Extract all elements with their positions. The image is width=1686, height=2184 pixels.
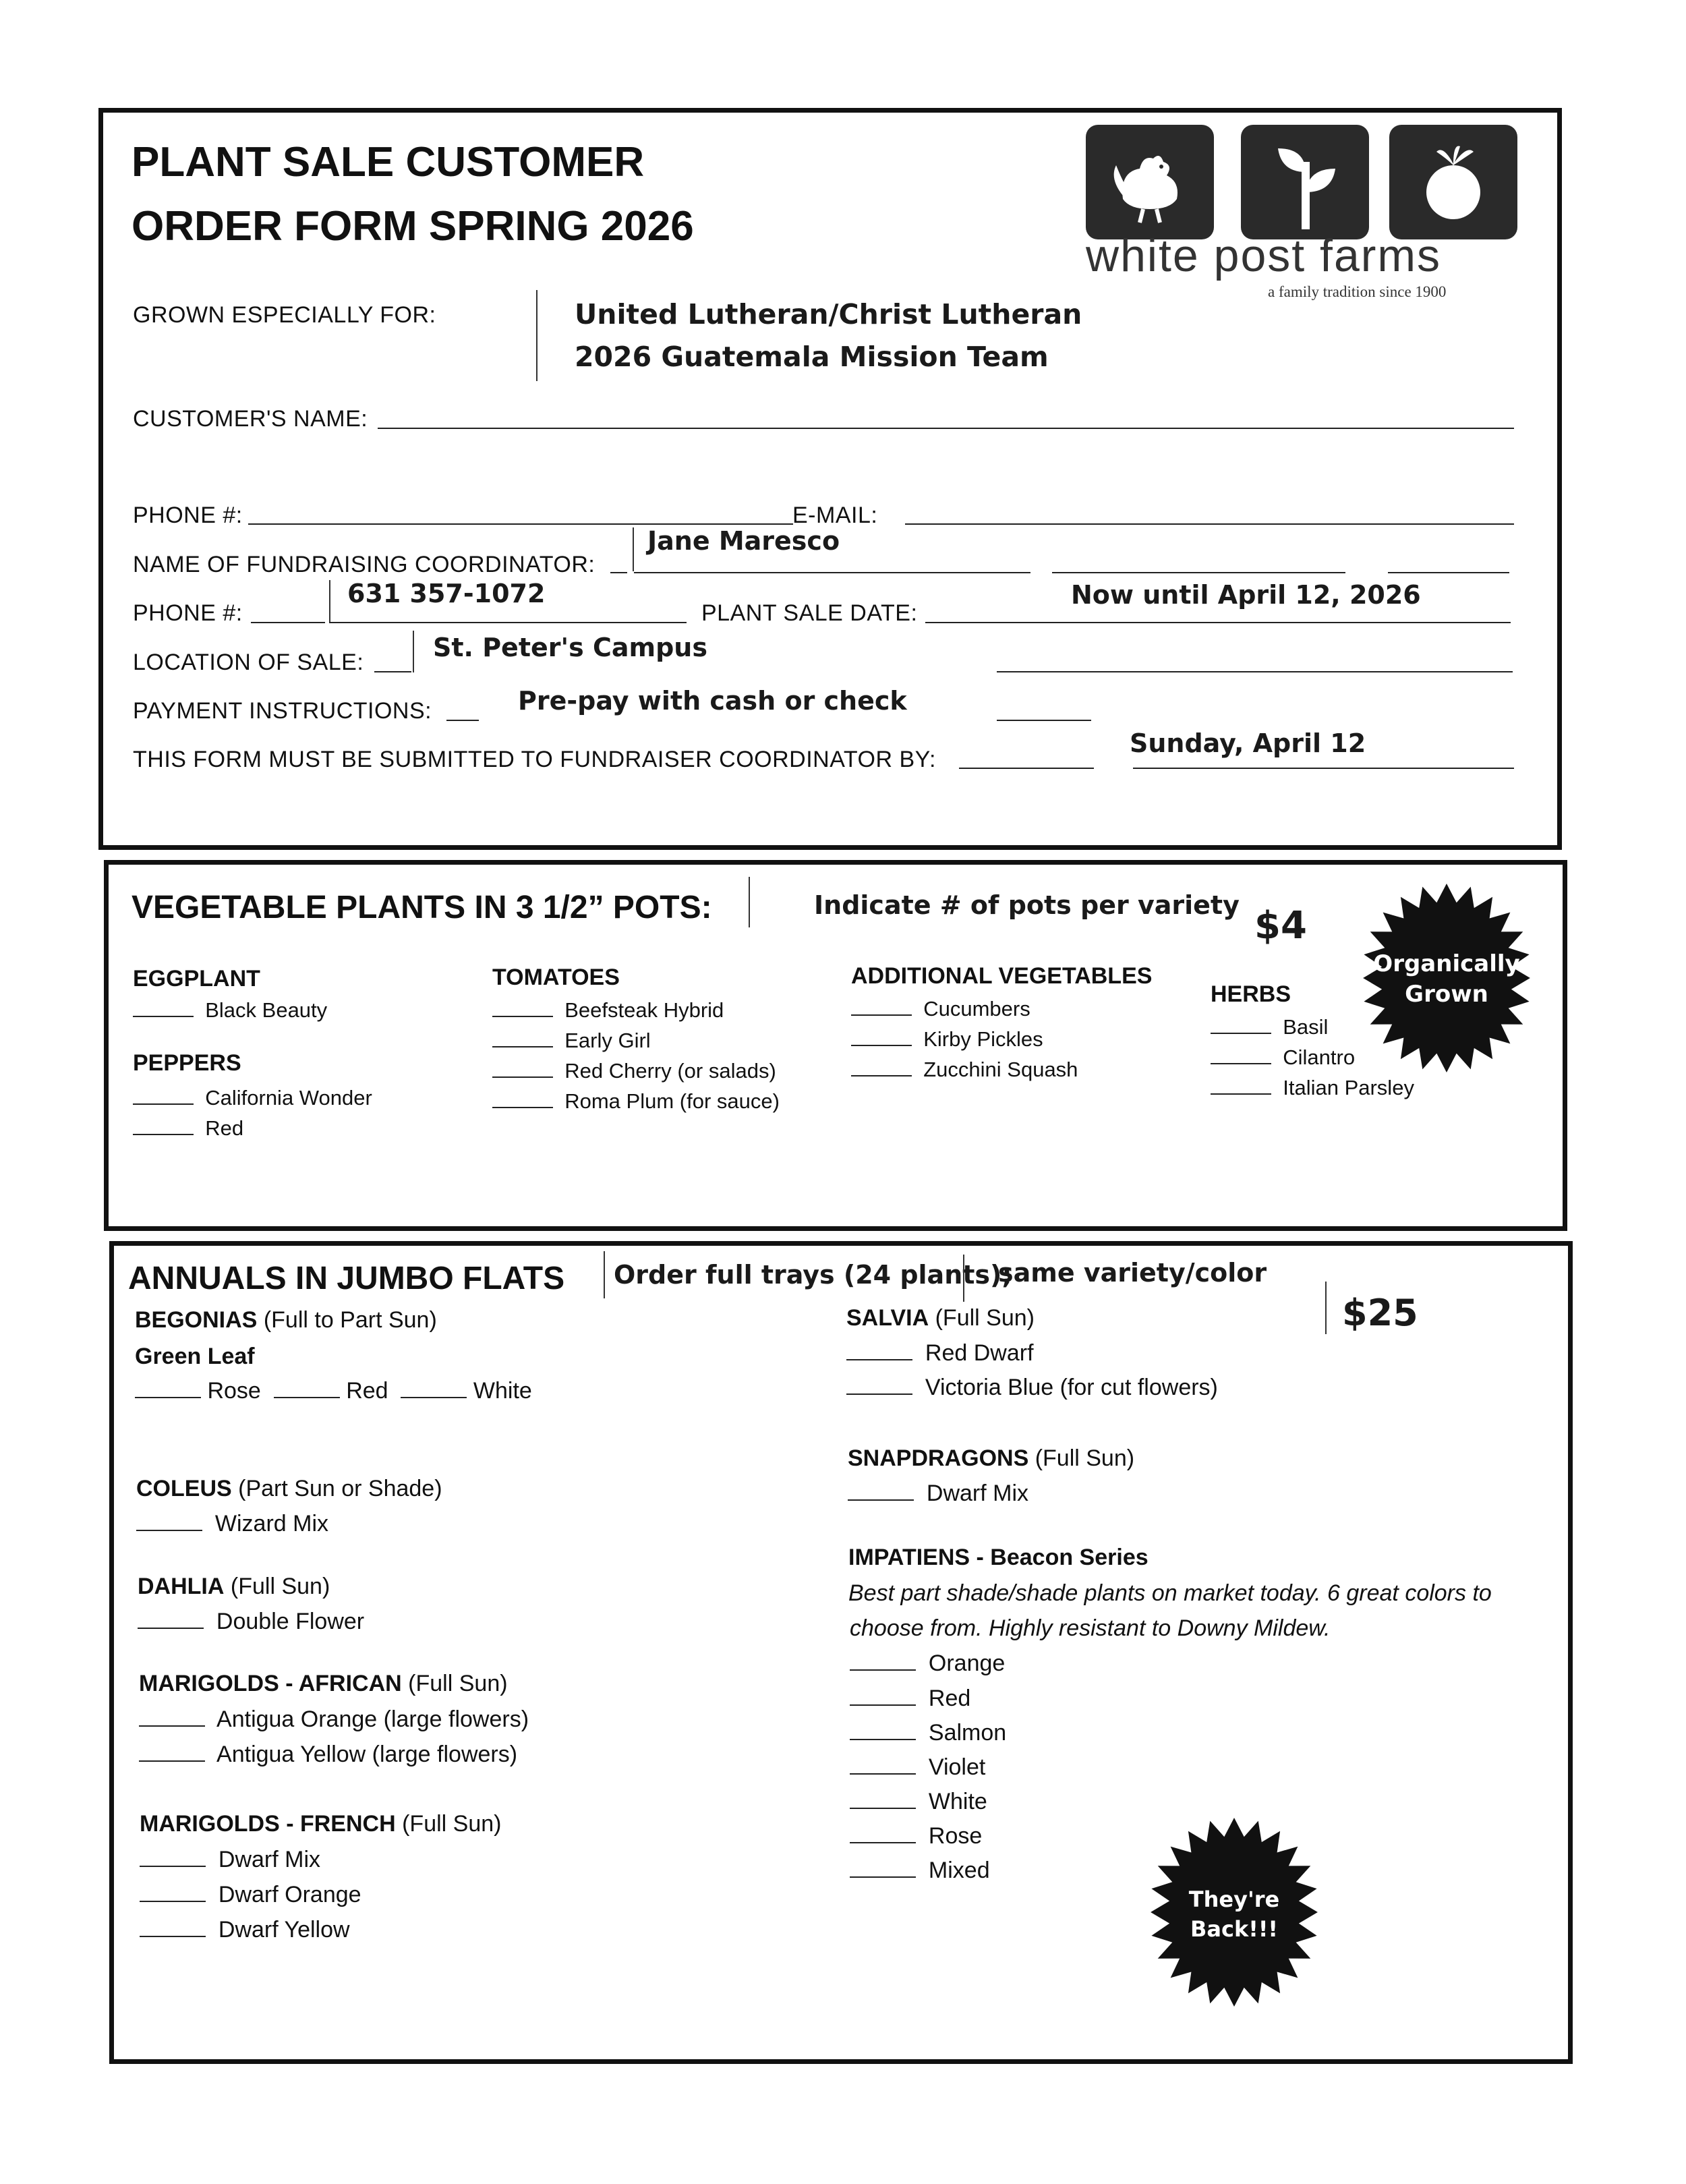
rooster-icon: [1086, 125, 1214, 239]
coordinator-line-c: [1388, 572, 1509, 573]
list-item: Cucumbers: [851, 997, 1030, 1021]
vegetable-title-divider: [749, 877, 750, 927]
list-item: Red: [133, 1116, 243, 1141]
email-field[interactable]: [905, 523, 1514, 525]
coord-phone-line: [329, 622, 687, 623]
payment-label: PAYMENT INSTRUCTIONS:: [133, 698, 432, 724]
qty-blank[interactable]: [846, 1359, 912, 1360]
list-item: Roma Plum (for sauce): [492, 1089, 780, 1114]
coord-phone-label: PHONE #:: [133, 600, 243, 626]
dahlia-title: DAHLIA (Full Sun): [138, 1574, 330, 1599]
coord-phone-value: 631 357-1072: [347, 579, 546, 608]
list-item: Mixed: [850, 1858, 990, 1884]
list-item: Orange: [850, 1650, 1005, 1677]
submit-by-label: THIS FORM MUST BE SUBMITTED TO FUNDRAISER COORDINATOR BY:: [133, 747, 936, 772]
grown-for-value-line2: 2026 Guatemala Mission Team: [575, 341, 1049, 373]
list-item: Dwarf Orange: [140, 1882, 361, 1908]
list-item: Antigua Orange (large flowers): [139, 1706, 529, 1733]
customer-name-label: CUSTOMER'S NAME:: [133, 406, 368, 432]
annuals-section-title: ANNUALS IN JUMBO FLATS: [128, 1261, 565, 1296]
vegetable-instruction: Indicate # of pots per variety: [814, 890, 1240, 920]
qty-blank[interactable]: [140, 1901, 206, 1902]
list-item: Violet: [850, 1754, 985, 1781]
grown-for-label: GROWN ESPECIALLY FOR:: [133, 302, 436, 328]
location-value: St. Peter's Campus: [433, 633, 707, 662]
theyre-back-badge: [1133, 1811, 1335, 2013]
coordinator-line-b: [1052, 572, 1345, 573]
qty-blank[interactable]: [846, 1393, 912, 1395]
coord-phone-divider: [329, 580, 330, 622]
qty-blank[interactable]: [492, 1046, 553, 1047]
snapdragons-title: SNAPDRAGONS (Full Sun): [848, 1445, 1135, 1471]
herbs-title: HERBS: [1211, 981, 1291, 1007]
submit-by-field[interactable]: [959, 768, 1094, 769]
eggplant-title: EGGPLANT: [133, 966, 260, 992]
sprout-icon: [1241, 125, 1369, 239]
payment-value: Pre-pay with cash or check: [518, 686, 907, 716]
impatiens-desc-line1: Best part shade/shade plants on market today. 6 great colors to: [848, 1580, 1492, 1606]
annuals-instruction-1: Order full trays (24 plants);: [614, 1260, 1012, 1290]
sale-date-field[interactable]: [925, 622, 1511, 623]
qty-blank[interactable]: [1211, 1093, 1271, 1095]
additional-vegetables-title: ADDITIONAL VEGETABLES: [851, 963, 1153, 989]
email-label: E-MAIL:: [792, 502, 878, 528]
list-item: Red Cherry (or salads): [492, 1059, 776, 1083]
coordinator-value: Jane Maresco: [647, 526, 840, 556]
qty-blank[interactable]: [136, 1530, 202, 1531]
list-item: Zucchini Squash: [851, 1058, 1078, 1082]
list-item: Italian Parsley: [1211, 1076, 1414, 1100]
grown-for-value-line1: United Lutheran/Christ Lutheran: [575, 298, 1082, 331]
coordinator-divider: [633, 527, 634, 571]
qty-blank[interactable]: [139, 1760, 205, 1762]
list-item: Double Flower: [138, 1609, 364, 1635]
begonias-subtitle: Green Leaf: [135, 1344, 255, 1369]
list-item: Kirby Pickles: [851, 1027, 1043, 1052]
location-label: LOCATION OF SALE:: [133, 650, 364, 675]
begonias-options: Rose Red White: [135, 1378, 532, 1404]
location-divider: [413, 631, 414, 672]
qty-blank[interactable]: [850, 1739, 916, 1740]
qty-blank[interactable]: [140, 1936, 206, 1937]
list-item: Beefsteak Hybrid: [492, 998, 724, 1023]
list-item: Cilantro: [1211, 1045, 1355, 1070]
impatiens-title: IMPATIENS - Beacon Series: [848, 1545, 1149, 1570]
list-item: Early Girl: [492, 1029, 651, 1053]
marigolds-african-title: MARIGOLDS - AFRICAN (Full Sun): [139, 1671, 508, 1696]
badge-text-line2: Grown: [1405, 981, 1488, 1008]
qty-blank[interactable]: [851, 1075, 912, 1076]
form-title-line1: PLANT SALE CUSTOMER: [132, 139, 645, 185]
qty-blank[interactable]: [850, 1669, 916, 1671]
list-item: Wizard Mix: [136, 1511, 328, 1537]
badge-text-line2: Back!!!: [1190, 1916, 1279, 1942]
phone-field[interactable]: [248, 523, 793, 525]
qty-blank[interactable]: [850, 1842, 916, 1843]
qty-blank[interactable]: [850, 1876, 916, 1878]
brand-name: white post farms: [1086, 230, 1442, 281]
qty-blank[interactable]: [1211, 1033, 1271, 1034]
qty-blank[interactable]: [139, 1725, 205, 1727]
list-item: Rose: [850, 1823, 982, 1849]
grown-for-divider: [536, 290, 537, 381]
submit-by-value: Sunday, April 12: [1130, 728, 1366, 758]
badge-text-line1: They're: [1188, 1887, 1280, 1912]
form-title-line2: ORDER FORM SPRING 2026: [132, 203, 694, 250]
list-item: Dwarf Mix: [140, 1847, 320, 1873]
qty-blank[interactable]: [848, 1499, 914, 1501]
list-item: California Wonder: [133, 1086, 372, 1110]
coordinator-label: NAME OF FUNDRAISING COORDINATOR:: [133, 552, 595, 577]
list-item: Dwarf Mix: [848, 1481, 1028, 1507]
list-item: Red: [850, 1686, 970, 1712]
location-field[interactable]: [374, 671, 411, 672]
vegetable-icon: [1389, 125, 1517, 239]
sale-date-value: Now until April 12, 2026: [1071, 580, 1421, 610]
qty-blank[interactable]: [850, 1808, 916, 1809]
qty-blank[interactable]: [401, 1397, 467, 1398]
coordinator-line-a: [634, 572, 1030, 573]
qty-blank[interactable]: [851, 1014, 912, 1016]
qty-blank[interactable]: [133, 1134, 194, 1135]
badge-starburst: [1363, 884, 1530, 1072]
marigolds-french-title: MARIGOLDS - FRENCH (Full Sun): [140, 1811, 502, 1837]
list-item: White: [850, 1789, 987, 1815]
qty-blank[interactable]: [492, 1016, 553, 1017]
badge-starburst: [1151, 1818, 1318, 2007]
salvia-title: SALVIA (Full Sun): [846, 1305, 1035, 1331]
qty-blank[interactable]: [133, 1016, 194, 1017]
qty-blank[interactable]: [274, 1397, 340, 1398]
submit-by-line: [1133, 768, 1514, 769]
coord-phone-field[interactable]: [251, 622, 325, 623]
qty-blank[interactable]: [140, 1866, 206, 1867]
list-item: Red Dwarf: [846, 1340, 1034, 1367]
annuals-title-divider: [604, 1251, 605, 1298]
sale-date-label: PLANT SALE DATE:: [701, 600, 918, 626]
list-item: Salmon: [850, 1720, 1006, 1746]
payment-line: [997, 720, 1091, 721]
qty-blank[interactable]: [135, 1397, 201, 1398]
qty-blank[interactable]: [850, 1773, 916, 1775]
organically-grown-badge: [1345, 877, 1548, 1079]
vegetable-section-title: VEGETABLE PLANTS IN 3 1/2” POTS:: [132, 890, 712, 925]
payment-field[interactable]: [446, 720, 479, 721]
annuals-price-divider: [1325, 1282, 1327, 1334]
location-line: [997, 671, 1513, 672]
brand-tagline: a family tradition since 1900: [1268, 283, 1447, 300]
list-item: Antigua Yellow (large flowers): [139, 1742, 517, 1768]
annuals-price: $25: [1342, 1292, 1418, 1334]
qty-blank[interactable]: [492, 1107, 553, 1108]
coleus-title: COLEUS (Part Sun or Shade): [136, 1476, 442, 1501]
tomatoes-title: TOMATOES: [492, 965, 620, 990]
begonias-title: BEGONIAS (Full to Part Sun): [135, 1307, 437, 1333]
qty-blank[interactable]: [133, 1103, 194, 1105]
list-item: Basil: [1211, 1015, 1328, 1039]
qty-blank[interactable]: [138, 1628, 204, 1629]
qty-blank[interactable]: [851, 1045, 912, 1046]
vegetable-price: $4: [1254, 904, 1307, 948]
qty-blank[interactable]: [492, 1076, 553, 1078]
list-item: Black Beauty: [133, 998, 327, 1023]
annuals-instruction-2: same variety/color: [998, 1258, 1267, 1288]
qty-blank[interactable]: [850, 1704, 916, 1706]
badge-text-line1: Organically: [1373, 950, 1520, 977]
customer-name-field[interactable]: [378, 428, 1514, 429]
list-item: Victoria Blue (for cut flowers): [846, 1375, 1218, 1401]
peppers-title: PEPPERS: [133, 1050, 241, 1076]
coordinator-field[interactable]: [610, 572, 627, 573]
list-item: Dwarf Yellow: [140, 1917, 350, 1943]
impatiens-desc-line2: choose from. Highly resistant to Downy Mildew.: [850, 1615, 1331, 1641]
phone-label: PHONE #:: [133, 502, 243, 528]
annuals-instruction-divider: [963, 1255, 964, 1302]
qty-blank[interactable]: [1211, 1063, 1271, 1064]
